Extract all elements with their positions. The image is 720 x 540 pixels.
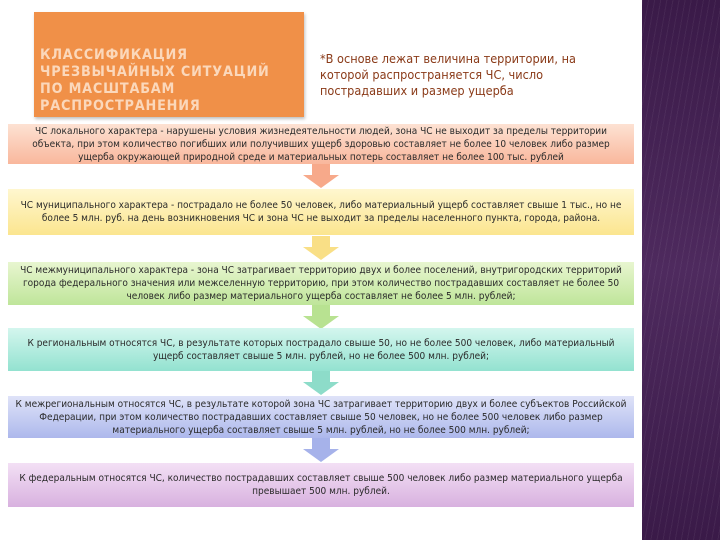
- block-text: ЧС межмуниципального характера - зона ЧС затрагивает территорию двух и более поселений, внутригородских территорий города федерального значения или межселенную территорию, при этом количество пострадавших составляет не более 50 человек либо размер материального ущерба составляет не более 5 млн. рублей;: [20, 265, 622, 302]
- arrow-shape: [303, 438, 339, 462]
- block-text: К федеральным относятся ЧС, количество пострадавших составляет свыше 500 человек либо размер материального ущерба превышает 500 млн. рублей.: [19, 473, 623, 497]
- note-text: *В основе лежат величина территории, на которой распространяется ЧС, число пострадавших и размер ущерба: [320, 51, 576, 98]
- down-arrow-icon: [302, 438, 340, 462]
- down-arrow-icon: [302, 236, 340, 260]
- classification-block-local: [8, 124, 634, 164]
- classification-block-regional: [8, 328, 634, 371]
- decorative-sidebar: [642, 0, 720, 540]
- classification-block-municipal: [8, 189, 634, 235]
- classification-block-interregional: [8, 396, 634, 438]
- block-text: К межрегиональным относятся ЧС, в результате которой зона ЧС затрагивает территорию двух и более субъектов Российской Федерации, при этом количество пострадавших составляет свыше 50 человек, но не более 500 человек либо размер материального ущерба составляет свыше 5 млн. рублей, но не более 500 млн. рублей;: [15, 398, 627, 436]
- classification-block-federal: [8, 463, 634, 507]
- arrow-shape: [303, 371, 339, 395]
- title-box: [34, 12, 304, 117]
- block-text: ЧС локального характера - нарушены условия жизнедеятельности людей, зона ЧС не выходит за пределы территории объекта, при этом количество погибших или получивших ущерб здоровью составляет не более 10 человек либо размер ущерба окружающей природной среде и материальных потерь составляет не более 100 тыс. рублей: [32, 125, 610, 163]
- arrow-shape: [303, 305, 339, 329]
- arrow-shape: [303, 164, 339, 188]
- down-arrow-icon: [302, 371, 340, 395]
- page-title: КЛАССИФИКАЦИЯ ЧРЕЗВЫЧАЙНЫХ СИТУАЦИЙ ПО МАСШТАБАМ РАСПРОСТРАНЕНИЯ: [40, 47, 270, 114]
- arrow-shape: [303, 236, 339, 260]
- block-text: ЧС муниципального характера - пострадало не более 50 человек, либо материальный ущерб составляет свыше 1 тыс., но не более 5 млн. руб. на день возникновения ЧС и зона ЧС не выходит за пределы населенного пункта, города, района.: [20, 200, 622, 224]
- down-arrow-icon: [302, 305, 340, 329]
- down-arrow-icon: [302, 164, 340, 188]
- block-text: К региональным относятся ЧС, в результате которых пострадало свыше 50, но не более 500 человек, либо материальный ущерб составляет свыше 5 млн. рублей, но не более 500 млн. рублей;: [27, 337, 615, 362]
- classification-block-intermunicipal: [8, 262, 634, 305]
